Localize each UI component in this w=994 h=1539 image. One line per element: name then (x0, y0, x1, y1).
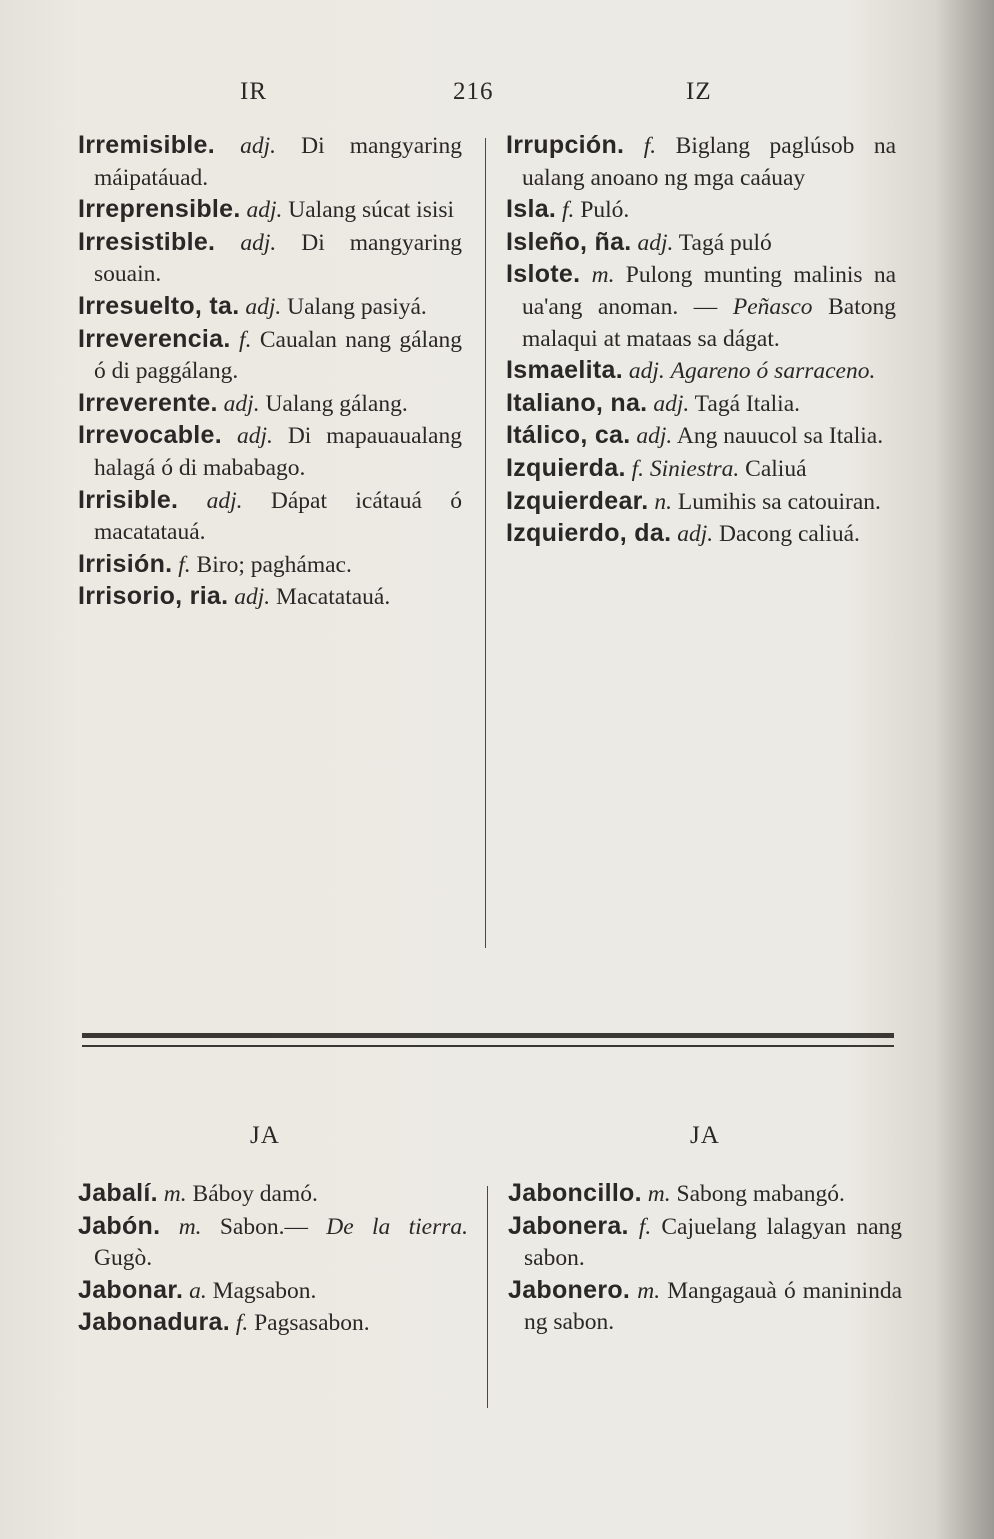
entry-grammar: adj. (240, 133, 277, 159)
entry-definition: Di mangyaring máipatáuad. (94, 133, 463, 191)
dictionary-entry (78, 1211, 468, 1275)
entry-headword: Irremisible. (78, 131, 215, 159)
entry-headword: Irrisión. (78, 549, 173, 578)
entry-headword: Irreprensible. (78, 195, 241, 224)
entry-headword: Jabonera. (508, 1211, 629, 1240)
entry-definition: Ang nauucol sa Italia. (676, 423, 884, 450)
entry-definition: Biro; paghámac. (196, 551, 352, 578)
entry-definition: Dacong caliuá. (718, 521, 860, 548)
entry-definition: Sabong mabangó. (676, 1181, 845, 1207)
running-head (0, 78, 994, 118)
top-right-column (506, 130, 896, 551)
entry-grammar: m. (178, 1213, 202, 1240)
entry-headword: Irresistible. (78, 227, 216, 256)
running-head-left: IR (240, 78, 267, 105)
entry-headword: Irrisible. (78, 485, 179, 514)
entry-grammar: adj. (637, 229, 674, 256)
entry-definition: Batong malaqui at mataas sa dágat. (522, 293, 896, 352)
dictionary-entry (506, 227, 896, 260)
entry-grammar: m. (637, 1277, 661, 1304)
entry-headword: Jabalí. (78, 1179, 158, 1207)
entry-grammar: adj. (236, 423, 273, 450)
entry-grammar: m. (591, 262, 615, 289)
entry-grammar: f. (178, 551, 191, 578)
entry-headword: Jabón. (78, 1211, 161, 1240)
entry-headword: Isla. (506, 195, 557, 224)
entry-headword: Izquierdo, da. (506, 519, 672, 548)
entry-definition: Pagsasabon. (254, 1310, 370, 1337)
entry-grammar: adj. (206, 487, 243, 514)
column-divider-bottom (487, 1186, 488, 1408)
entry-headword: Islote. (506, 260, 581, 289)
entry-italic-definition: Agareno ó sarraceno. (670, 358, 876, 385)
entry-grammar: adj. (677, 521, 714, 548)
entry-headword: Izquierda. (506, 453, 626, 482)
dictionary-entry (78, 420, 462, 484)
entry-headword: Italiano, na. (506, 388, 648, 417)
entry-grammar: m. (163, 1181, 187, 1207)
dictionary-entry (78, 1307, 468, 1340)
running-head-right: IZ (686, 78, 712, 105)
dictionary-entry (78, 388, 462, 421)
entry-grammar: adj. (246, 197, 283, 224)
section-rule-thin (82, 1045, 894, 1047)
entry-definition: Macatatauá. (276, 584, 391, 611)
entry-headword: Ismaelita. (506, 356, 623, 385)
entry-definition: Ualang súcat isisi (288, 197, 455, 224)
entry-grammar: m. (647, 1181, 671, 1207)
dictionary-entry (78, 130, 462, 194)
dictionary-entry (506, 194, 896, 227)
entry-grammar: adj. (628, 358, 665, 385)
entry-italic-definition: De la tierra. (326, 1213, 469, 1240)
entry-headword: Irreverente. (78, 388, 218, 417)
dictionary-entry (506, 259, 896, 355)
entry-definition: Báboy damó. (192, 1181, 318, 1207)
entry-grammar: adj. (653, 390, 690, 417)
entry-grammar: f. (562, 197, 575, 224)
dictionary-entry (506, 355, 896, 388)
dictionary-entry (508, 1211, 902, 1275)
entry-italic-definition: Peñasco (732, 293, 813, 320)
dictionary-entry (506, 518, 896, 551)
entry-definition: Ualang gálang. (265, 390, 408, 417)
entry-grammar: f. (643, 133, 657, 159)
dictionary-entry (506, 420, 896, 453)
dictionary-entry (78, 581, 462, 614)
bottom-left-column (78, 1178, 468, 1340)
entry-grammar: adj. (636, 423, 673, 450)
entry-grammar: f. (239, 326, 252, 353)
dictionary-entry (78, 1275, 468, 1308)
entry-definition: Mangagauà ó manininda ng sabon. (524, 1277, 903, 1336)
dictionary-entry (506, 388, 896, 421)
dictionary-entry (78, 324, 462, 388)
entry-headword: Jabonero. (508, 1275, 631, 1304)
entry-definition: Pulong munting malinis na ua'ang anoman. — (522, 262, 896, 320)
entry-definition: Tagá puló (678, 229, 772, 256)
top-left-column (78, 130, 462, 614)
entry-grammar: n. (654, 488, 673, 515)
entry-headword: Irresuelto, ta. (78, 291, 240, 320)
dictionary-entry (506, 130, 896, 194)
dictionary-entry (78, 485, 462, 549)
entry-headword: Isleño, ña. (506, 227, 632, 256)
entry-italic-definition: Siniestra. (649, 455, 740, 482)
column-divider-top (485, 138, 486, 948)
entry-definition: Dápat icátauá ó macatatauá. (94, 487, 462, 546)
dictionary-entry (78, 194, 462, 227)
dictionary-entry (78, 291, 462, 324)
entry-definition: Gugò. (94, 1245, 153, 1272)
dictionary-entry (506, 453, 896, 486)
entry-grammar: f. (631, 455, 644, 482)
section-head-right: JA (690, 1122, 720, 1149)
entry-definition: Sabon.— (219, 1213, 308, 1240)
entry-definition: Di mapauaualang halagá ó di mababago. (94, 423, 462, 481)
entry-headword: Jabonar. (78, 1275, 184, 1304)
entry-definition: Puló. (580, 197, 630, 224)
entry-headword: Jabonadura. (78, 1308, 230, 1337)
entry-definition: Caualan nang gálang ó di paggálang. (94, 326, 463, 385)
entry-grammar: adj. (234, 584, 271, 611)
entry-headword: Irrupción. (506, 131, 625, 159)
dictionary-entry (78, 549, 462, 582)
entry-definition: Magsabon. (212, 1277, 317, 1304)
entry-definition: Caliuá (745, 455, 807, 482)
entry-grammar: a. (189, 1277, 207, 1304)
entry-headword: Irrisorio, ria. (78, 582, 229, 611)
entry-definition: Lumihis sa catouiran. (677, 488, 881, 515)
entry-grammar: adj. (245, 293, 282, 320)
section-rule-thick (82, 1033, 894, 1038)
dictionary-entry (78, 1178, 468, 1211)
entry-definition: Tagá Italia. (694, 390, 801, 417)
entry-definition: Cajuelang lalagyan nang sabon. (524, 1213, 903, 1272)
dictionary-entry (78, 227, 462, 291)
entry-definition: Di mangyaring souain. (94, 229, 463, 288)
entry-headword: Izquierdear. (506, 486, 649, 515)
entry-headword: Jaboncillo. (508, 1179, 642, 1207)
entry-grammar: adj. (240, 229, 277, 256)
entry-definition: Ualang pasiyá. (287, 293, 427, 320)
section-head-left: JA (250, 1122, 280, 1149)
entry-grammar: adj. (223, 390, 260, 417)
entry-grammar: f. (638, 1213, 652, 1240)
dictionary-entry (508, 1178, 902, 1211)
entry-headword: Itálico, ca. (506, 421, 631, 450)
dictionary-entry (506, 486, 896, 519)
dictionary-entry (508, 1275, 902, 1339)
entry-headword: Irrevocable. (78, 421, 222, 450)
entry-definition: Biglang paglúsob na ualang anoano ng mga caáuay (522, 133, 897, 191)
page-number: 216 (453, 78, 494, 105)
entry-headword: Irreverencia. (78, 324, 231, 353)
entry-grammar: f. (235, 1310, 249, 1337)
bottom-right-column (508, 1178, 902, 1339)
